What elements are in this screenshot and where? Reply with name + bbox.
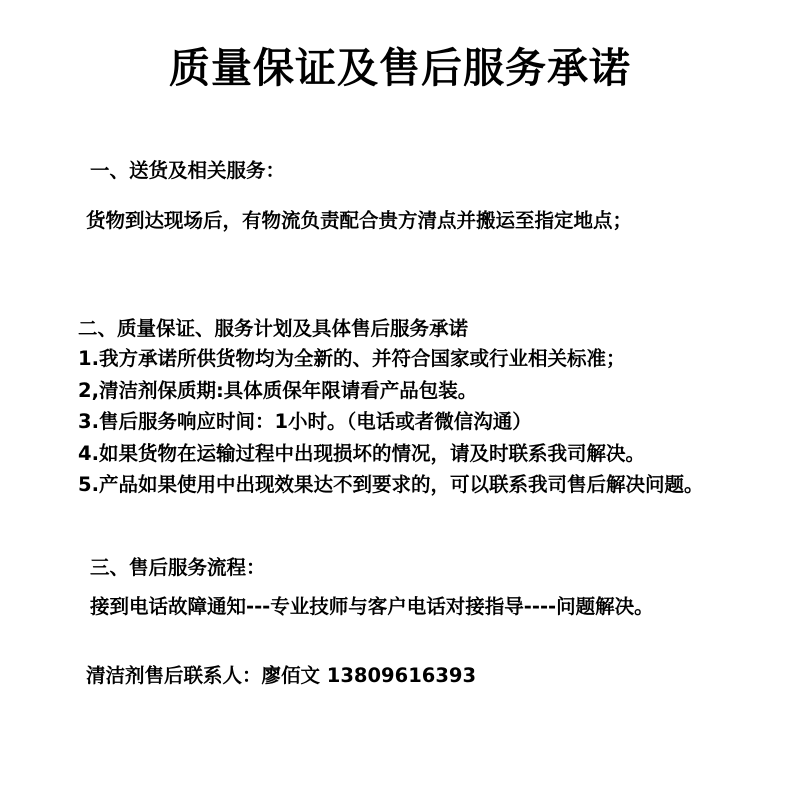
section-quality-list <box>78 343 722 501</box>
list-item: 5.产品如果使用中出现效果达不到要求的，可以联系我司售后解决问题。 <box>78 473 704 497</box>
section-aftersales-flow-heading: 三、售后服务流程： <box>90 555 266 579</box>
section-delivery <box>78 156 722 235</box>
contact-line: 清洁剂售后联系人：廖佰文 13809616393 <box>86 664 477 688</box>
list-item: 4.如果货物在运输过程中出现损坏的情况，请及时联系我司解决。 <box>78 441 645 465</box>
section-quality-heading: 二、质量保证、服务计划及具体售后服务承诺 <box>78 316 469 340</box>
section-delivery-heading: 一、送货及相关服务： <box>90 159 286 183</box>
list-item: 3.售后服务响应时间：1小时。（电话或者微信沟通） <box>78 410 532 434</box>
section-aftersales-flow <box>78 553 722 622</box>
section-aftersales-flow-steps: 接到电话故障通知---专业技师与客户电话对接指导----问题解决。 <box>90 595 654 619</box>
spacer <box>78 186 722 206</box>
list-item: 2,清洁剂保质期:具体质保年限请看产品包装。 <box>78 378 478 402</box>
section-quality <box>78 314 722 501</box>
document-body <box>0 156 800 690</box>
section-delivery-paragraph: 货物到达现场后，有物流负责配合贵方清点并搬运至指定地点； <box>86 208 633 232</box>
page-title: 质量保证及售后服务承诺 <box>169 44 631 92</box>
list-item: 1.我方承诺所供货物均为全新的、并符合国家或行业相关标准； <box>78 346 626 370</box>
